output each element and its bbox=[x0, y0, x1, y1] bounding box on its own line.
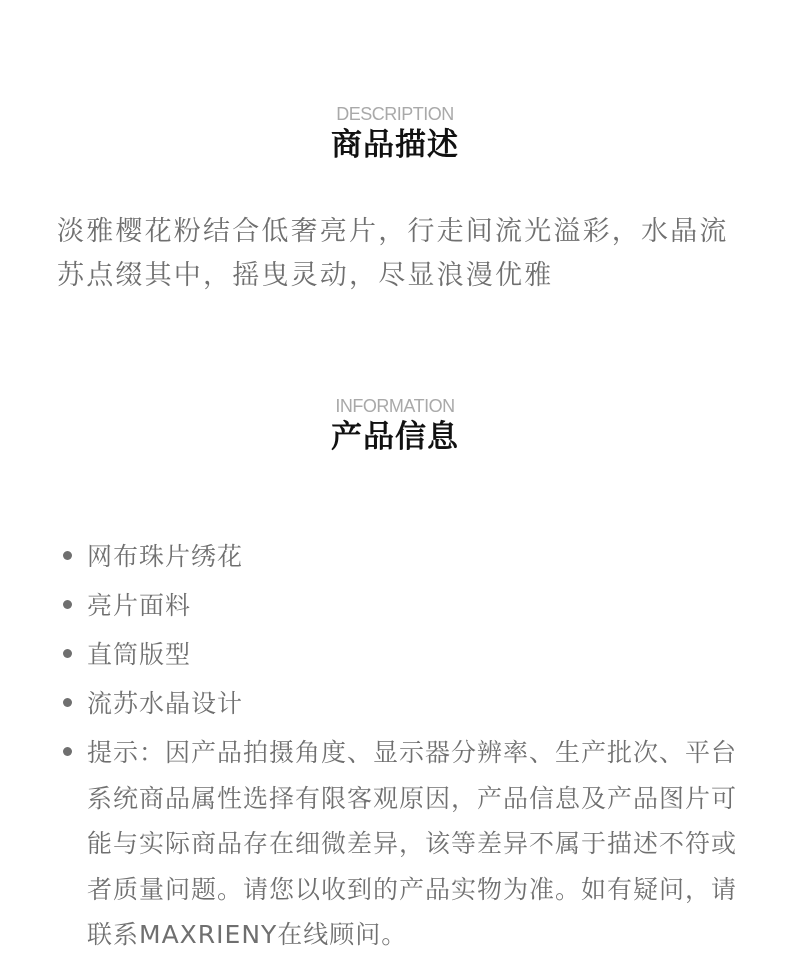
info-item-tassel bbox=[0, 681, 737, 727]
bullet-icon bbox=[63, 649, 72, 658]
info-item-label: 流苏水晶设计 bbox=[87, 689, 244, 718]
description-text: 淡雅樱花粉结合低奢亮片，行走间流光溢彩，水晶流苏点缀其中，摇曳灵动，尽显浪漫优雅 bbox=[57, 216, 729, 291]
description-header bbox=[0, 103, 790, 165]
information-eyebrow: INFORMATION bbox=[335, 396, 455, 416]
description-title: 商品描述 bbox=[331, 127, 459, 163]
info-item-notice bbox=[0, 730, 737, 958]
bullet-icon bbox=[63, 551, 72, 560]
info-item-label: 亮片面料 bbox=[87, 591, 192, 620]
info-item-sequin bbox=[0, 583, 737, 629]
bullet-icon bbox=[63, 698, 72, 707]
info-item-fabric bbox=[0, 534, 737, 580]
information-header bbox=[0, 395, 790, 457]
info-item-label: 提示：因产品拍摄角度、显示器分辨率、生产批次、平台系统商品属性选择有限客观原因，产品信息及产品图片可能与实际商品存在细微差异，该等差异不属于描述不符或者质量问题。请您以收到的产品实物为准。如有疑问，请联系MAXRIENY在线顾问。 bbox=[87, 738, 738, 949]
bullet-icon bbox=[63, 747, 72, 756]
info-item-label: 直筒版型 bbox=[87, 640, 192, 669]
bullet-icon bbox=[63, 600, 72, 609]
information-list bbox=[0, 534, 790, 961]
information-title: 产品信息 bbox=[331, 419, 459, 455]
info-item-label: 网布珠片绣花 bbox=[87, 542, 244, 571]
info-item-fit bbox=[0, 632, 737, 678]
description-eyebrow: DESCRIPTION bbox=[336, 104, 454, 124]
